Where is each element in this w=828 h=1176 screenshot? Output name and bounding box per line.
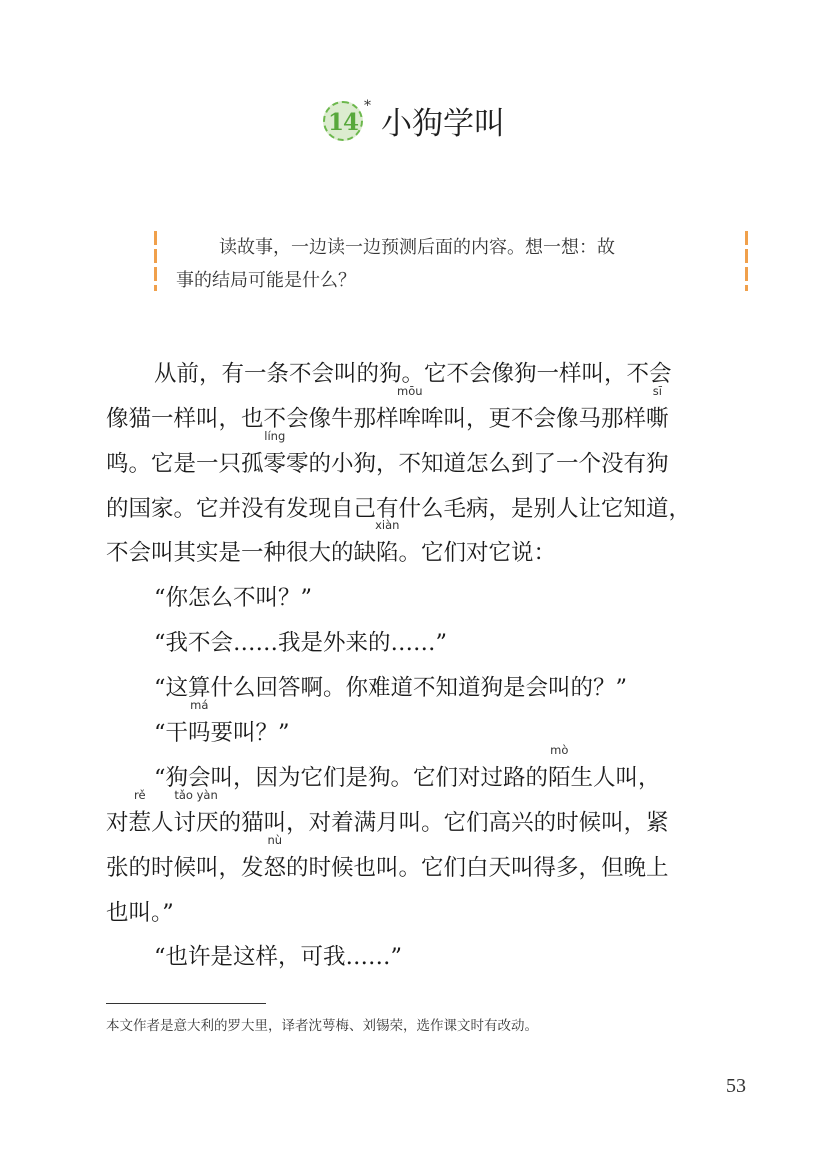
pinyin: líng (264, 428, 286, 443)
lesson-number: 14 (327, 108, 358, 136)
pinyin: sī (652, 383, 662, 398)
pinyin-annotated-char: mōu 哞 (397, 383, 423, 432)
pinyin-annotated-char: xiàn 陷 (375, 518, 400, 567)
dialogue-text: “这算什么回答啊。你难道不知道狗是会叫的？” (154, 675, 628, 702)
dialogue-line (106, 620, 746, 665)
text-line-content: “狗会叫，因为它们是狗。它们对过路的 mò 陌生人叫， (154, 742, 661, 791)
pinyin: mōu (397, 383, 423, 398)
text-line (106, 518, 746, 576)
pinyin-annotated-char: líng 零 (263, 428, 287, 477)
pinyin: rě (133, 787, 146, 802)
pinyin: tǎo yàn (174, 787, 218, 802)
pinyin-annotated-char: sī 嘶 (646, 383, 669, 432)
footnote: 本文作者是意大利的罗大里，译者沈萼梅、刘锡荣，选作课文时有改动。 (106, 1018, 538, 1034)
page-number: 53 (726, 1075, 746, 1097)
text-line-content: 不会叫其实是一种很大的缺 xiàn 陷。它们对它说： (106, 518, 557, 567)
dialogue-text: “你怎么不叫？” (154, 585, 313, 612)
dialogue-text: “干 má 吗要叫？” (154, 698, 290, 747)
text-line-content: 鸣。它是一只孤 líng 零零的小狗，不知道怎么到了一个没有狗 (106, 428, 669, 477)
lesson-title: 小狗学叫 (381, 106, 505, 142)
text-line (106, 832, 746, 890)
reading-guide-text (176, 231, 726, 297)
dialogue-line (106, 698, 746, 755)
dialogue-line (106, 935, 746, 980)
pinyin: má (190, 698, 209, 713)
text-line (106, 383, 746, 441)
text-line (106, 486, 746, 531)
pinyin-annotated-char: mò 陌 (548, 742, 571, 791)
text-line-content: 张的时候叫，发 nù 怒的时候也叫。它们白天叫得多，但晚上 (106, 832, 669, 881)
text-line (106, 890, 746, 935)
pinyin-annotated-char: má 吗 (188, 698, 211, 747)
story-text (106, 351, 746, 979)
text-line-content: 也叫。” (106, 899, 174, 926)
dialogue-text: “我不会……我是外来的……” (154, 630, 448, 657)
text-line-content: 对 rě 惹人 tǎo yàn 讨厌的猫叫，对着满月叫。它们高兴的时候叫，紧 (106, 787, 669, 836)
text-line-content: 的国家。它并没有发现自己有什么毛病，是别人让它知道， (106, 495, 692, 522)
guide-line-1: 读故事，一边读一边预测后面的内容。想一想：故 (219, 237, 615, 258)
lesson-heading (0, 98, 828, 143)
dialogue-text: “也许是这样，可我……” (154, 944, 403, 971)
text-line-content: 像猫一样叫，也不会像牛那样 mōu 哞哞叫，更不会像马那样 sī 嘶 (106, 383, 669, 432)
text-line (106, 428, 746, 486)
guide-left-bar (154, 231, 157, 291)
pinyin-annotated-char: rě 惹 (128, 787, 152, 836)
text-line (106, 351, 746, 396)
lesson-number-badge (323, 101, 363, 141)
reading-guide-box (154, 227, 748, 293)
pinyin: xiàn (375, 518, 400, 533)
guide-right-bar (745, 231, 748, 291)
text-line-content: 从前，有一条不会叫的狗。它不会像狗一样叫，不会 (154, 360, 672, 387)
lesson-star-mark: * (364, 98, 371, 114)
dialogue-line (106, 575, 746, 620)
pinyin-annotated-char: nù 怒 (263, 832, 287, 881)
text-line (106, 787, 746, 845)
pinyin: nù (267, 832, 283, 847)
pinyin: mò (550, 742, 569, 757)
footnote-divider (106, 1003, 266, 1004)
guide-line-2: 事的结局可能是什么？ (176, 270, 356, 291)
pinyin-annotated-word: tǎo yàn 讨厌 (173, 787, 219, 836)
